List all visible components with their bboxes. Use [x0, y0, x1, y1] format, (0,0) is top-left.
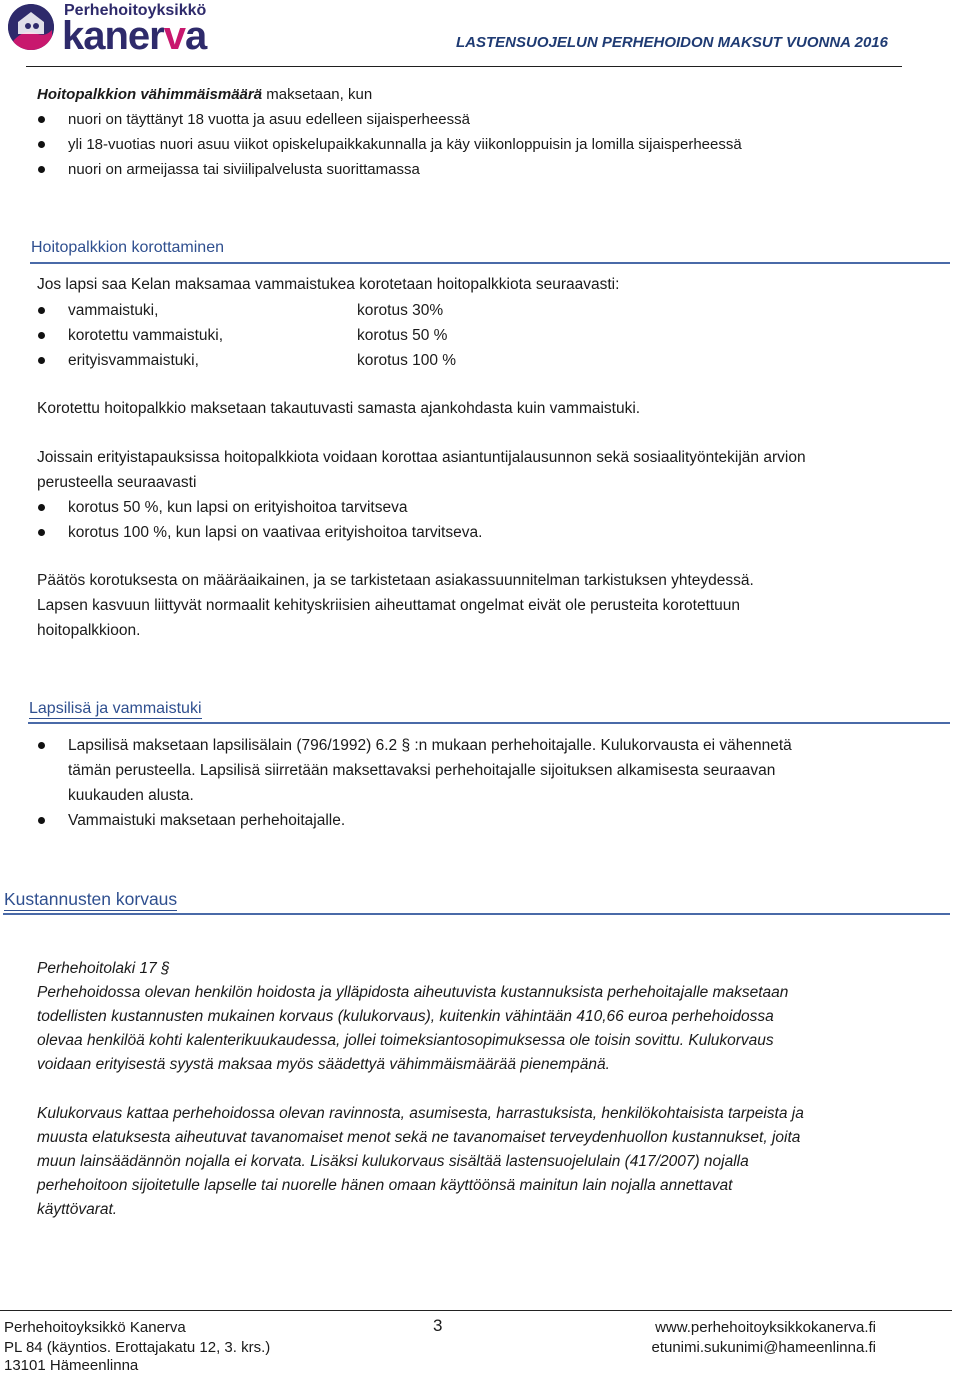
raise-row-label: vammaistuki, [68, 302, 159, 319]
footer-divider [0, 1310, 952, 1311]
child-benefit-rule [28, 722, 950, 724]
raise-row-label: korotettu vammaistuki, [68, 327, 224, 344]
raise-intro: Jos lapsi saa Kelan maksamaa vammaistukea korotetaan hoitopalkkiota seuraavasti: [37, 276, 620, 293]
raise-normal-line: Lapsen kasvuun liittyvät normaalit kehityskriisien aiheuttamat ongelmat eivät ole perusteita korotettuun [37, 597, 741, 614]
minimum-item: yli 18-vuotias nuori asuu viikot opiskelupaikkakunnalla ja käy viikonloppuisin ja lomilla sijaisperheessä [68, 136, 742, 153]
raise-heading-rule [30, 262, 950, 264]
law-title: Perhehoitolaki 17 § [37, 960, 170, 977]
footer-city: 13101 Hämeenlinna [4, 1357, 139, 1374]
costs-para2-line: käyttövarat. [37, 1201, 118, 1218]
bullet-icon [38, 742, 45, 749]
footer-web-link[interactable]: www.perhehoitoyksikkokanerva.fi [655, 1319, 876, 1336]
bullet-icon [38, 166, 45, 173]
costs-para1-line: voidaan erityisestä syystä maksaa myös säädettyä vähimmäismäärää pienempänä. [37, 1056, 610, 1073]
logo-top-text: Perhehoitoyksikkö [64, 2, 207, 19]
child-benefit-line: Lapsilisä maksetaan lapsilisälain (796/1992) 6.2 § :n mukaan perhehoitajalle. Kulukorvausta ei vähennetä [68, 737, 792, 754]
costs-para1-line: olevaa henkilöä kohti kalenterikuukaudessa, jollei toimeksiantosopimuksessa ole toisin sovittu. Kulukorvaus [37, 1032, 774, 1049]
footer-org: Perhehoitoyksikkö Kanerva [4, 1319, 186, 1336]
minimum-heading: Hoitopalkkion vähimmäismäärä maksetaan, kun [37, 86, 373, 103]
bullet-icon [38, 332, 45, 339]
costs-para2-line: Kulukorvaus kattaa perhehoidossa olevan ravinnosta, asumisesta, harrastuksista, henkilökohtaisista tarpeista ja [37, 1105, 804, 1122]
raise-row-value: korotus 30% [357, 302, 444, 319]
raise-normal-line: hoitopalkkioon. [37, 622, 141, 639]
header-divider [26, 66, 902, 67]
bullet-icon [38, 817, 45, 824]
bullet-icon [38, 529, 45, 536]
raise-special-line: perusteella seuraavasti [37, 474, 197, 491]
costs-para2-line: muusta elatuksesta aiheutuvat tavanomaiset menot sekä ne tavanomaiset terveydenhuollon kustannukset, joita [37, 1129, 801, 1146]
minimum-item: nuori on täyttänyt 18 vuotta ja asuu edelleen sijaisperheessä [68, 111, 470, 128]
raise-decision: Päätös korotuksesta on määräaikainen, ja se tarkistetaan asiakassuunnitelman tarkistuksen yhteydessä. [37, 572, 754, 589]
logo-main-text: kanerva [62, 14, 207, 58]
logo-emblem-icon [8, 4, 54, 50]
bullet-icon [38, 141, 45, 148]
bullet-icon [38, 116, 45, 123]
costs-para2-line: muun lainsäädännön nojalla ei korvata. Lisäksi kulukorvaus sisältää lastensuojelulain (417/2007) nojalla [37, 1153, 749, 1170]
raise-row-label: erityisvammaistuki, [68, 352, 199, 369]
footer-email-link[interactable]: etunimi.sukunimi@hameenlinna.fi [651, 1339, 876, 1356]
page-number: 3 [433, 1316, 443, 1335]
footer-address: PL 84 (käyntios. Erottajakatu 12, 3. krs.) [4, 1339, 271, 1356]
document-title: LASTENSUOJELUN PERHEHOIDON MAKSUT VUONNA 2016 [455, 34, 888, 51]
raise-row-value: korotus 50 % [357, 327, 448, 344]
child-benefit-line: kuukauden alusta. [68, 787, 194, 804]
costs-para1-line: Perhehoidossa olevan henkilön hoidosta ja ylläpidosta aiheutuvista kustannuksista perhehoitajalle maksetaan [37, 984, 789, 1001]
bullet-icon [38, 357, 45, 364]
raise-heading: Hoitopalkkion korottaminen [31, 239, 224, 256]
raise-special-line: Joissain erityistapauksissa hoitopalkkiota voidaan korottaa asiantuntijalausunnon sekä sosiaalityöntekijän arvion [37, 449, 806, 466]
costs-para1-line: todellisten kustannusten mukainen korvaus (kulukorvaus), kuitenkin vähintään 410,66 euroa perhehoidossa [37, 1008, 774, 1025]
raise-retro: Korotettu hoitopalkkio maksetaan takautuvasti samasta ajankohdasta kuin vammaistuki. [37, 400, 641, 417]
child-benefit-item: Vammaistuki maksetaan perhehoitajalle. [68, 812, 346, 829]
costs-heading-rule [3, 913, 950, 915]
raise-special-item: korotus 100 %, kun lapsi on vaativaa erityishoitoa tarvitseva. [68, 524, 483, 541]
raise-special-item: korotus 50 %, kun lapsi on erityishoitoa tarvitseva [68, 499, 408, 516]
logo [8, 2, 208, 58]
costs-para2-line: perhehoitoon sijoitetulle lapselle tai nuorelle hänen omaan käyttöönsä mainitun lain nojalla annettavat [37, 1177, 733, 1194]
child-benefit-heading: Lapsilisä ja vammaistuki [29, 700, 202, 717]
raise-row-value: korotus 100 % [357, 352, 457, 369]
child-benefit-line: tämän perusteella. Lapsilisä siirretään maksettavaksi perhehoitajalle sijoituksen alkamisesta seuraavan [68, 762, 776, 779]
costs-heading: Kustannusten korvaus [4, 889, 178, 909]
minimum-item: nuori on armeijassa tai siviilipalvelusta suorittamassa [68, 161, 420, 178]
bullet-icon [38, 307, 45, 314]
bullet-icon [38, 504, 45, 511]
